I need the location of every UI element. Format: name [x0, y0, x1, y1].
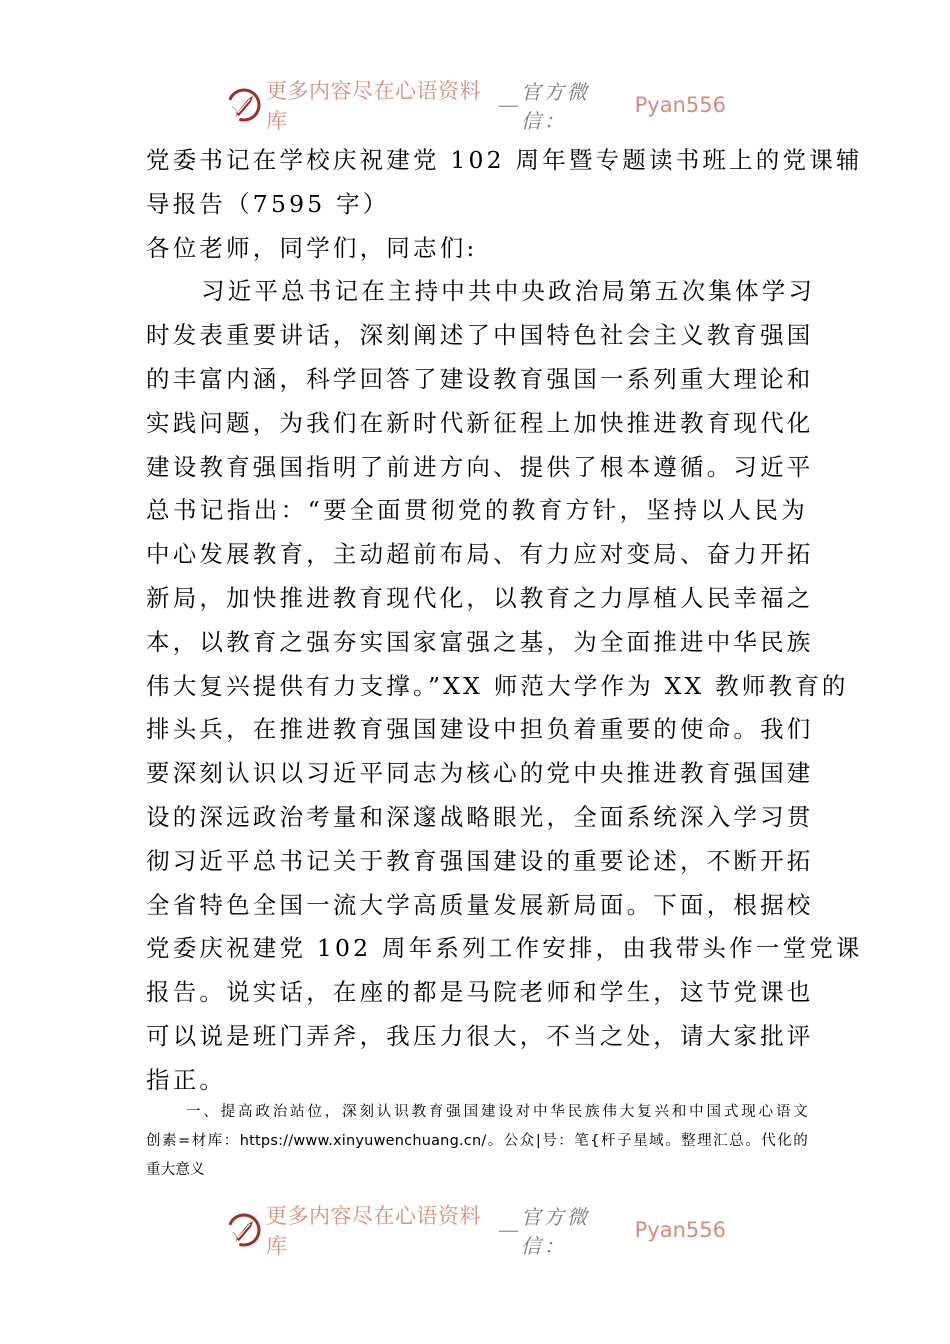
document-title-line: 导报告（7595 字）: [146, 189, 390, 218]
paragraph-line: 排头兵，在推进教育强国建设中担负着重要的使命。我们: [146, 715, 814, 744]
header-watermark-banner: [226, 79, 726, 133]
paragraph-line: 指正。: [146, 1065, 227, 1094]
quill-pen-logo-icon: [226, 1212, 262, 1248]
paragraph-line: 总书记指出：“要全面贯彻党的教育方针，坚持以人民为: [146, 496, 808, 525]
paragraph-line: 彻习近平总书记关于教育强国建设的重要论述，不断开拓: [146, 846, 814, 875]
banner-dash: —: [497, 1218, 519, 1242]
paragraph-line: 中心发展教育，主动超前布局、有力应对变局、奋力开拓: [146, 540, 814, 569]
paragraph-line: 实践问题，为我们在新时代新征程上加快推进教育现代化: [146, 408, 814, 437]
section-heading-line: 一、提高政治站位，深刻认识教育强国建设对中华民族伟大复兴和中国式现心语文: [186, 1104, 808, 1120]
paragraph-line: 本，以教育之强夯实国家富强之基，为全面推进中华民族: [146, 627, 814, 656]
salutation: 各位老师，同学们，同志们:: [146, 233, 478, 262]
paragraph-line: 全省特色全国一流大学高质量发展新局面。下面，根据校: [146, 890, 814, 919]
banner-dash: —: [497, 93, 519, 117]
paragraph-line: 时发表重要讲话，深刻阐述了中国特色社会主义教育强国: [146, 321, 814, 350]
paragraph-line: 党委庆祝建党 102 周年系列工作安排，由我带头作一堂党课: [146, 934, 863, 963]
banner-wechat-id: Pyan556: [634, 1218, 726, 1242]
quill-pen-logo-icon: [226, 87, 262, 123]
banner-wechat-label: 官方微信：: [520, 1205, 590, 1258]
banner-main-text: 更多内容尽在心语资料库: [266, 1204, 481, 1258]
paragraph-line: 建设教育强国指明了前进方向、提供了根本遵循。习近平: [146, 452, 814, 481]
document-body: [146, 139, 863, 1103]
paragraph-line: 要深刻认识以习近平同志为核心的党中央推进教育强国建: [146, 759, 814, 788]
paragraph-line: 的丰富内涵，科学回答了建设教育强国一系列重大理论和: [146, 364, 814, 393]
banner-main-text: 更多内容尽在心语资料库: [266, 79, 481, 133]
intro-paragraph: [146, 270, 863, 1102]
paragraph-line: 设的深远政治考量和深邃战略眼光，全面系统深入学习贯: [146, 802, 814, 831]
paragraph-line: 报告。说实话，在座的都是马院老师和学生，这节党课也: [146, 978, 814, 1007]
paragraph-line: 伟大复兴提供有力支撑。”XX 师范大学作为 XX 教师教育的: [146, 671, 849, 700]
section-heading-line: 重大意义: [146, 1162, 205, 1178]
banner-wechat-label: 官方微信：: [520, 80, 590, 133]
paragraph-line: 习近平总书记在主持中共中央政治局第五次集体学习: [201, 277, 816, 306]
paragraph-line: 可以说是班门弄斧，我压力很大，不当之处，请大家批评: [146, 1021, 814, 1050]
section-heading: [146, 1098, 808, 1185]
section-heading-line: 创素=材库：https://www.xinyuwenchuang.cn/。公众|号：笔{杆子星域。整理汇总。代化的: [146, 1133, 808, 1149]
banner-wechat-id: Pyan556: [634, 93, 726, 117]
footer-watermark-banner: [226, 1204, 726, 1258]
paragraph-line: 新局，加快推进教育现代化，以教育之力厚植人民幸福之: [146, 583, 814, 612]
document-title-line: 党委书记在学校庆祝建党 102 周年暨专题读书班上的党课辅: [146, 146, 863, 174]
